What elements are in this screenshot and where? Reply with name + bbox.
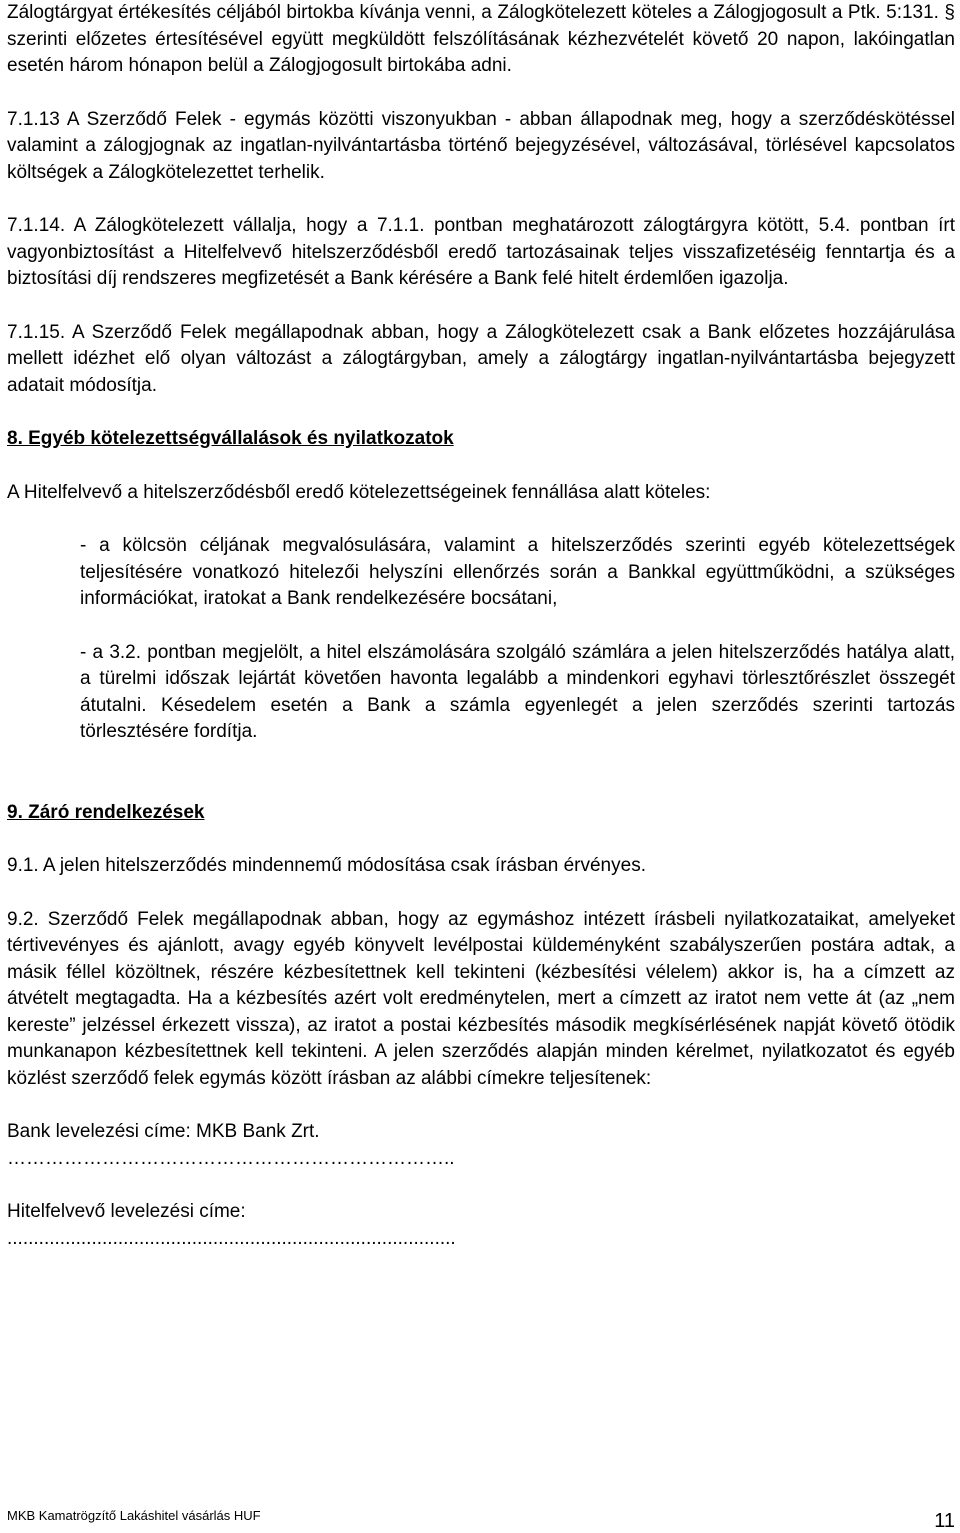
page-number: 11 (934, 1510, 955, 1532)
section-9-heading: 9. Záró rendelkezések (7, 801, 205, 823)
section-8-heading: 8. Egyéb kötelezettségvállalások és nyilatkozatok (7, 428, 454, 449)
clause-7-1-13: 7.1.13 A Szerződő Felek - egymás közötti viszonyukban - abban állapodnak meg, hogy a szerződéskötéssel valamint a zálogjognak az ingatlan-nyilvántartásba történő bejegyzésével, változásával, törlésével kapcsolatos költségek a Zálogkötelezettet terhelik. (7, 108, 955, 183)
clause-7-1-14: 7.1.14. A Zálogkötelezett vállalja, hogy a 7.1.1. pontban meghatározott zálogtárgyra kötött, 5.4. pontban írt vagyonbiztosítást a Hitelfelvevő hitelszerződésből eredő tartozásainak teljes visszafizetéséig fenntartja és a biztosítási díj rendszeres megfizetését a Bank kérésére a Bank felé hitelt érdemlően igazolja. (7, 215, 955, 289)
clause-7-1-15: 7.1.15. A Szerződő Felek megállapodnak abban, hogy a Zálogkötelezett csak a Bank előzetes hozzájárulása mellett idézhet elő olyan változást a zálogtárgyban, amely a zálogtárgy ingatlan-nyilvántartásba bejegyzett adatait módosítja. (7, 321, 955, 396)
clause-9-2: 9.2. Szerződő Felek megállapodnak abban, hogy az egymáshoz intézett írásbeli nyilatkozataikat, amelyeket tértivevényes és ajánlott, avagy egyéb könyvelt levélpostai küldeményként szabályszerűen postára adtak, a másik féllel közöltnek, részére kézbesítettnek kell tekinteni (kézbesítési vélelem) akkor is, ha a címzett az átvételt megtagadta. Ha a kézbesítés azért volt eredménytelen, mert a címzett az iratot nem vette át (az „nem kereste” jelzéssel érkezett vissza), az iratot a postai kézbesítés második megkísérlésének napját követő ötödik munkanapon kézbesítettnek kell tekinteni. A jelen szerződés alapján minden kérelmet, nyilatkozatot és egyéb közlést szerződő felek egymás között írásban az alábbi címekre teljesítenek: (7, 908, 955, 1089)
borrower-address-label: Hitelfelvevő levelezési címe: (7, 1201, 246, 1222)
bank-address-label: Bank levelezési címe: MKB Bank Zrt. (7, 1121, 320, 1142)
bank-address-blank: …………………………………………………………….. (7, 1147, 455, 1169)
document-page (7, 0, 955, 1252)
section-8-intro: A Hitelfelvevő a hitelszerződésből eredő kötelezettségeinek fennállása alatt köteles: (7, 481, 711, 503)
clause-9-1: 9.1. A jelen hitelszerződés mindennemű módosítása csak írásban érvényes. (7, 855, 646, 876)
footer-document-name: MKB Kamatrögzítő Lakáshitel vásárlás HUF (7, 1508, 261, 1523)
borrower-address-blank: ..................................................................................... (7, 1227, 456, 1249)
obligation-item: - a kölcsön céljának megvalósulására, valamint a hitelszerződés szerinti egyéb kötelezettségek teljesítésére vonatkozó hitelezői helyszíni ellenőrzés során a Bankkal együttműködni, a szükséges információkat, iratokat a Bank rendelkezésére bocsátani, (80, 535, 955, 609)
paragraph-continuation: Zálogtárgyat értékesítés céljából birtokba kívánja venni, a Zálogkötelezett köteles a Zálogjogosult a Ptk. 5:131. § szerinti előzetes értesítésével együtt megküldött felszólításának kézhezvételét követő 20 napon, lakóingatlan esetén három hónapon belül a Zálogjogosult birtokába adni. (7, 2, 955, 76)
obligation-item: - a 3.2. pontban megjelölt, a hitel elszámolására szolgáló számlára a jelen hitelszerződés hatálya alatt, a türelmi időszak lejártát követően havonta legalább a mindenkori egyhavi törlesztőrészlet összegét átutalni. Késedelem esetén a Bank a számla egyenlegét a jelen szerződés szerinti tartozás törlesztésére fordítja. (80, 641, 955, 742)
